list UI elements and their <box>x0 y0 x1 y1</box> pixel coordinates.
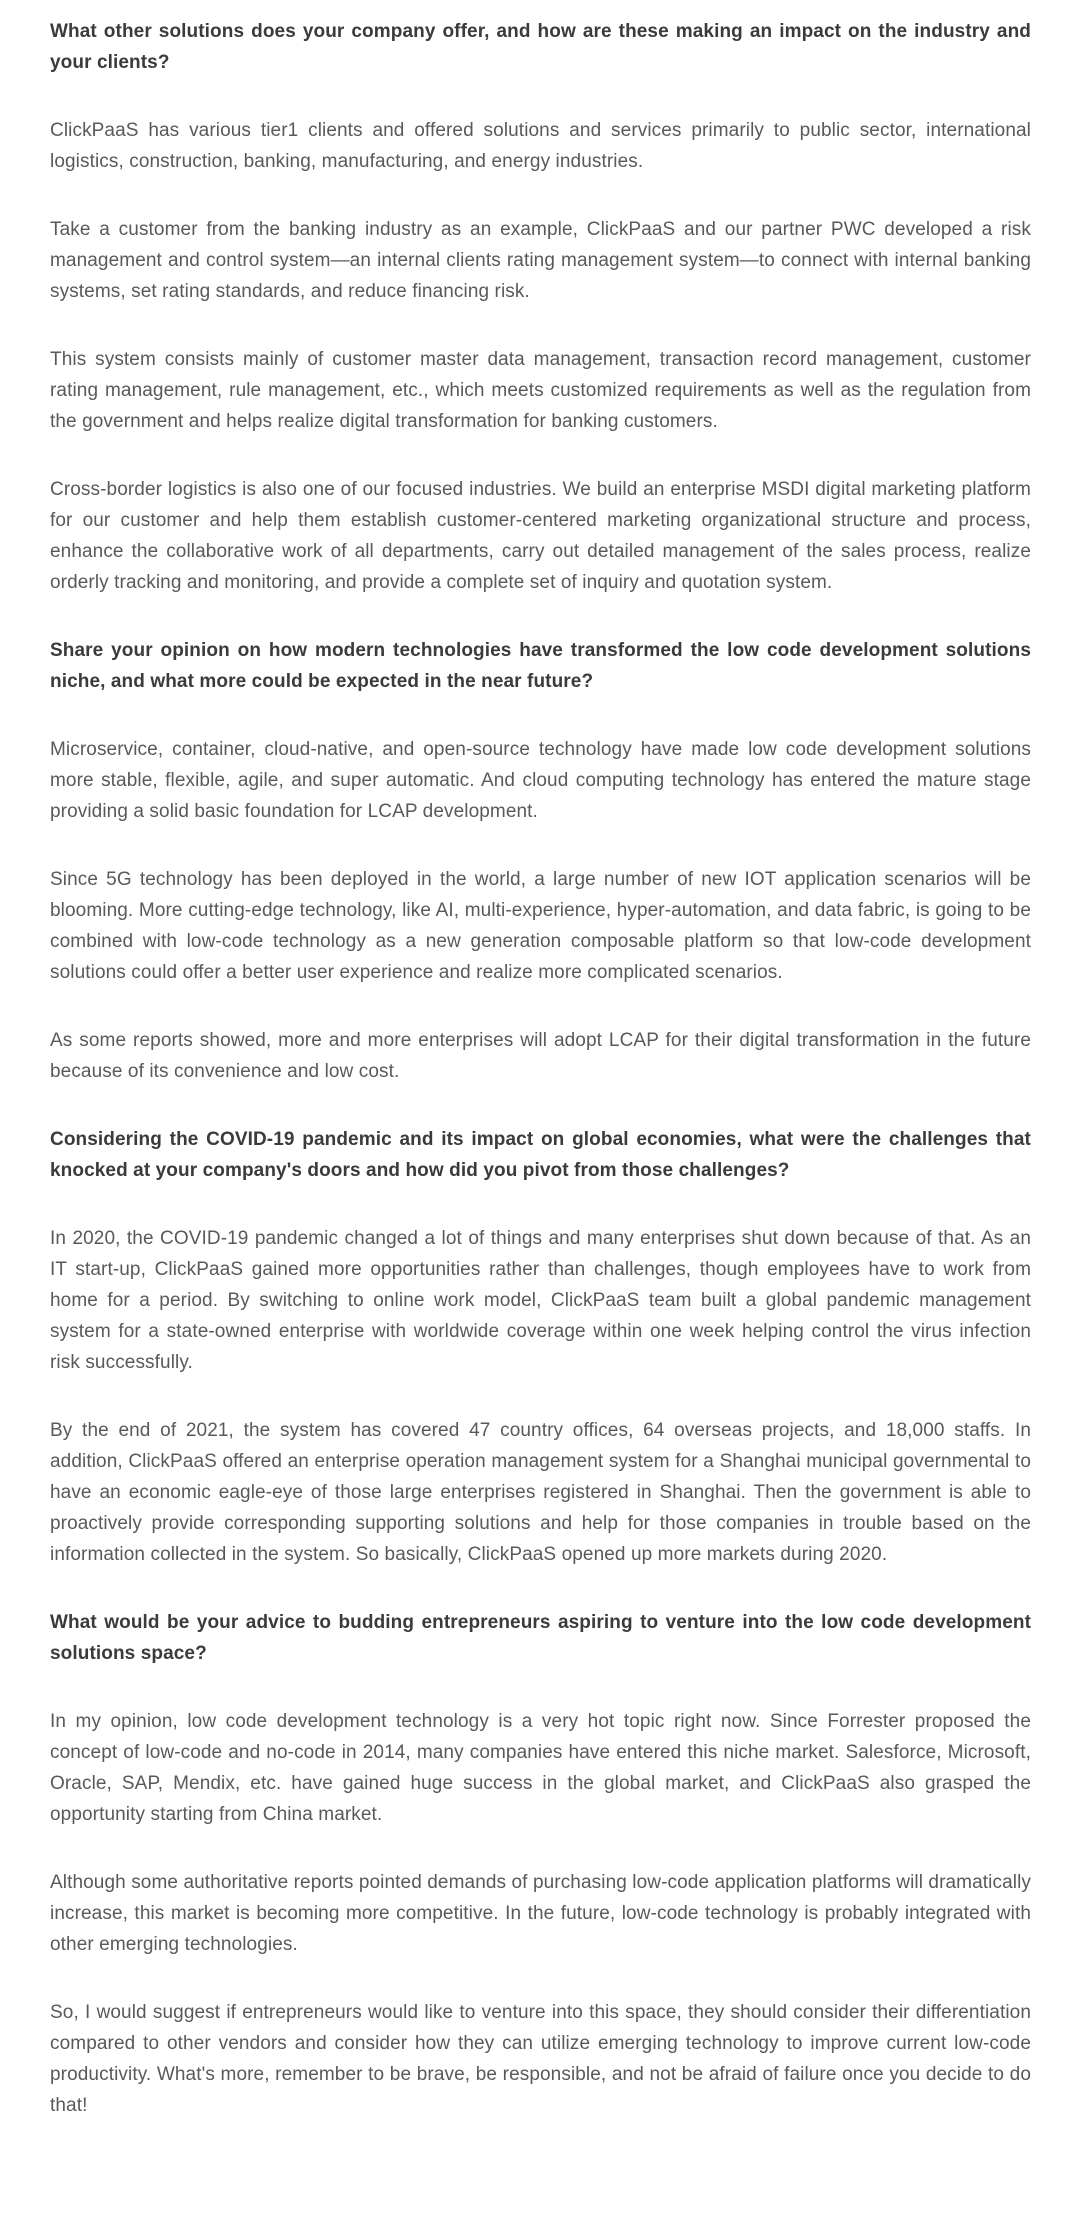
question-heading-3: Considering the COVID-19 pandemic and its impact on global economies, what were the challenges that knocked at your company's doors and how did you pivot from those challenges? <box>50 1129 1031 1181</box>
answer-paragraph-5: Microservice, container, cloud-native, and open-source technology have made low code development solutions more stable, flexible, agile, and super automatic. And cloud computing technology has entered the mature stage providing a solid basic foundation for LCAP development. <box>50 739 1031 822</box>
answer-paragraph-1: ClickPaaS has various tier1 clients and offered solutions and services primarily to public sector, international logistics, construction, banking, manufacturing, and energy industries. <box>50 120 1031 172</box>
answer-paragraph-10: In my opinion, low code development technology is a very hot topic right now. Since Forrester proposed the concept of low-code and no-code in 2014, many companies have entered this niche market. Salesforce, Microsoft, Oracle, SAP, Mendix, etc. have gained huge success in the global market, and ClickPaaS also grasped the opportunity starting from China market. <box>50 1711 1031 1825</box>
answer-paragraph-6: Since 5G technology has been deployed in the world, a large number of new IOT application scenarios will be blooming. More cutting-edge technology, like AI, multi-experience, hyper-automation, and data fabric, is going to be combined with low-code technology as a new generation composable platform so that low-code development solutions could offer a better user experience and realize more complicated scenarios. <box>50 869 1031 983</box>
question-heading-1: What other solutions does your company offer, and how are these making an impact on the industry and your clients? <box>50 21 1031 73</box>
answer-paragraph-7: As some reports showed, more and more enterprises will adopt LCAP for their digital transformation in the future because of its convenience and low cost. <box>50 1030 1031 1082</box>
answer-paragraph-11: Although some authoritative reports pointed demands of purchasing low-code application platforms will dramatically increase, this market is becoming more competitive. In the future, low-code technology is probably integrated with other emerging technologies. <box>50 1872 1031 1955</box>
answer-paragraph-9: By the end of 2021, the system has covered 47 country offices, 64 overseas projects, and 18,000 staffs. In addition, ClickPaaS offered an enterprise operation management system for a Shanghai municipal governmental to have an economic eagle-eye of those large enterprises registered in Shanghai. Then the government is able to proactively provide corresponding supporting solutions and help for those companies in trouble based on the information collected in the system. So basically, ClickPaaS opened up more markets during 2020. <box>50 1420 1031 1565</box>
answer-paragraph-3: This system consists mainly of customer master data management, transaction record management, customer rating management, rule management, etc., which meets customized requirements as well as the regulation from the government and helps realize digital transformation for banking customers. <box>50 349 1031 432</box>
answer-paragraph-2: Take a customer from the banking industry as an example, ClickPaaS and our partner PWC developed a risk management and control system—an internal clients rating management system—to connect with internal banking systems, set rating standards, and reduce financing risk. <box>50 219 1031 302</box>
question-heading-2: Share your opinion on how modern technologies have transformed the low code development solutions niche, and what more could be expected in the near future? <box>50 640 1031 692</box>
answer-paragraph-4: Cross-border logistics is also one of our focused industries. We build an enterprise MSDI digital marketing platform for our customer and help them establish customer-centered marketing organizational structure and process, enhance the collaborative work of all departments, carry out detailed management of the sales process, realize orderly tracking and monitoring, and provide a complete set of inquiry and quotation system. <box>50 479 1031 593</box>
answer-paragraph-8: In 2020, the COVID-19 pandemic changed a lot of things and many enterprises shut down because of that. As an IT start-up, ClickPaaS gained more opportunities rather than challenges, though employees have to work from home for a period. By switching to online work model, ClickPaaS team built a global pandemic management system for a state-owned enterprise with worldwide coverage within one week helping control the virus infection risk successfully. <box>50 1228 1031 1373</box>
question-heading-4: What would be your advice to budding entrepreneurs aspiring to venture into the low code development solutions space? <box>50 1612 1031 1664</box>
answer-paragraph-12: So, I would suggest if entrepreneurs would like to venture into this space, they should consider their differentiation compared to other vendors and consider how they can utilize emerging technology to improve current low-code productivity. What's more, remember to be brave, be responsible, and not be afraid of failure once you decide to do that! <box>50 2002 1031 2116</box>
